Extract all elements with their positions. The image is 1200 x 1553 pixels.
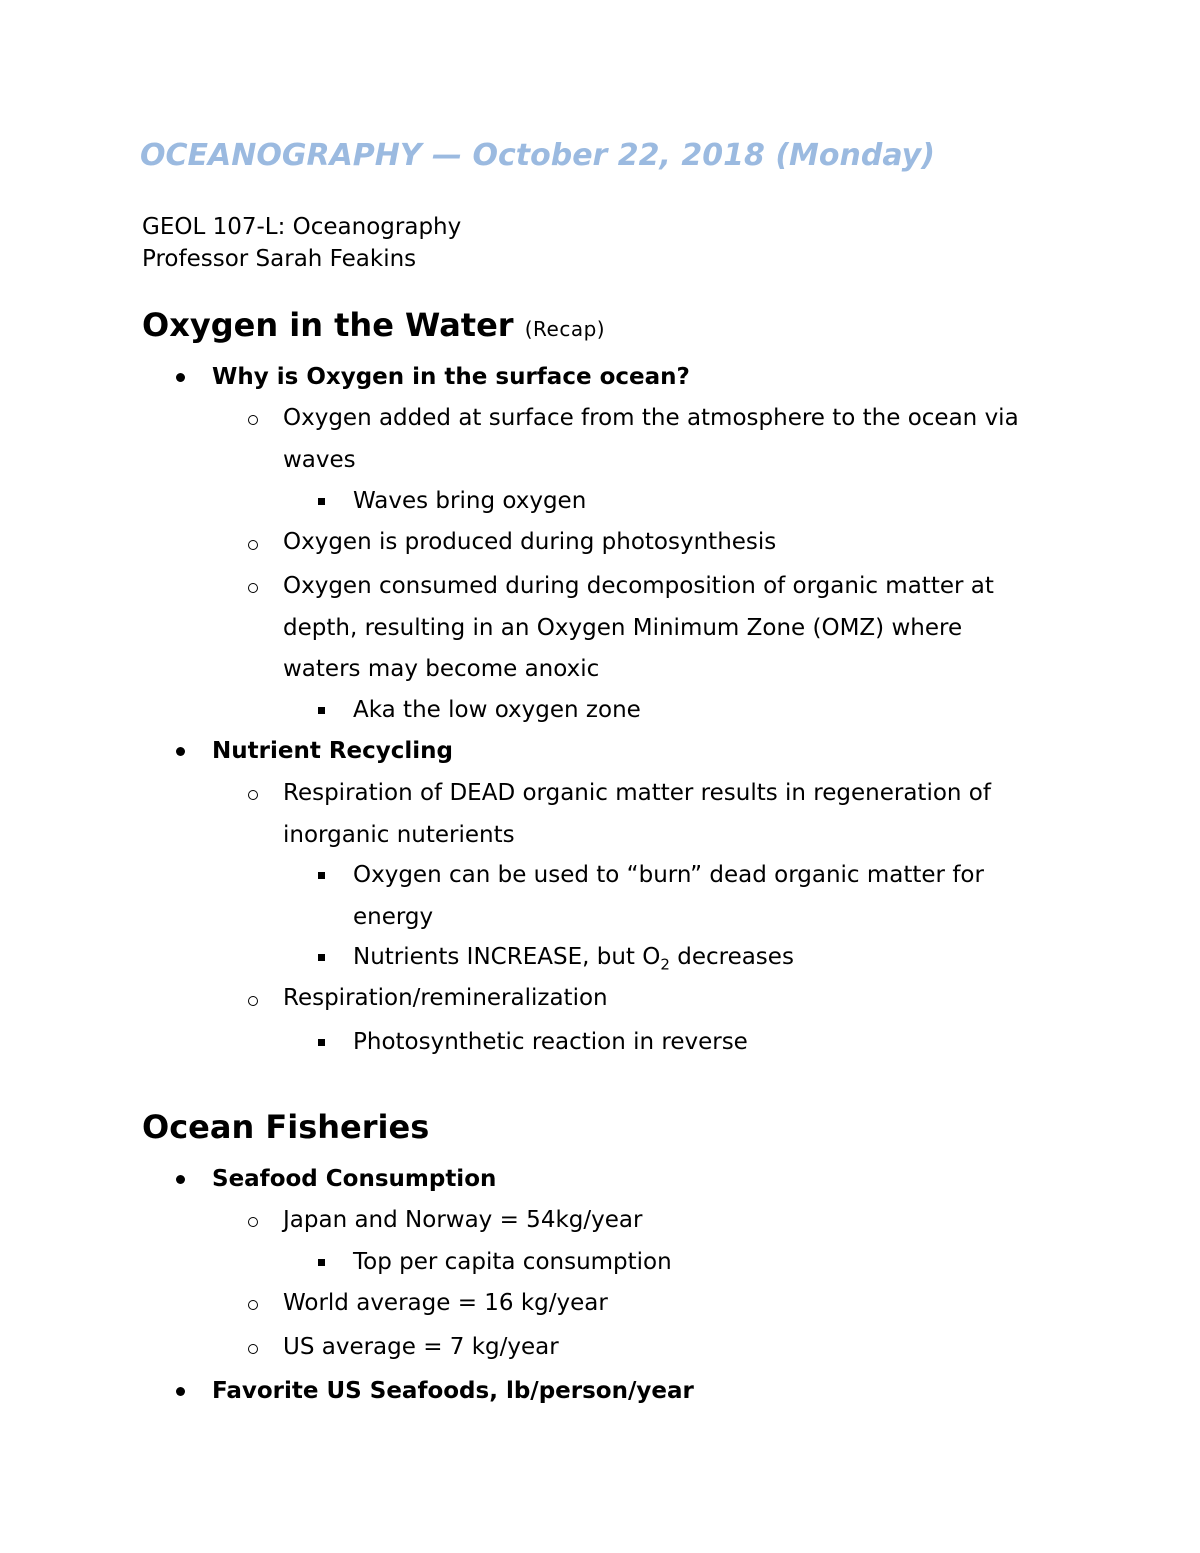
sub-bullet-item: World average = 16 kg/year: [283, 1290, 608, 1316]
sub-sub-bullet-item: Top per capita consumption: [353, 1249, 672, 1275]
page-title: OCEANOGRAPHY — October 22, 2018 (Monday): [140, 138, 935, 173]
disc-bullet-icon: [176, 1387, 185, 1396]
sub-sub-bullet-item: Photosynthetic reaction in reverse: [353, 1029, 748, 1055]
section-heading-fisheries: [142, 1108, 429, 1146]
square-bullet-icon: [318, 707, 325, 714]
course-name: GEOL 107-L: Oceanography: [142, 214, 462, 240]
bullet-item: Nutrient Recycling: [212, 738, 453, 764]
circle-bullet-icon: [248, 1217, 258, 1227]
circle-bullet-icon: [248, 1300, 258, 1310]
professor-name: Professor Sarah Feakins: [142, 246, 417, 272]
circle-bullet-icon: [248, 583, 258, 593]
sub-bullet-item-line: waters may become anoxic: [283, 656, 600, 682]
sub-bullet-item-line: Oxygen added at surface from the atmosphere to the ocean via: [283, 405, 1019, 431]
circle-bullet-icon: [248, 790, 258, 800]
sub-bullet-item-line: waves: [283, 447, 356, 473]
section-heading-text: Oxygen in the Water: [142, 306, 514, 344]
sub-bullet-item: Japan and Norway = 54kg/year: [283, 1207, 643, 1233]
sub-sub-bullet-item-line: energy: [353, 904, 434, 930]
circle-bullet-icon: [248, 540, 258, 550]
sub-bullet-item: US average = 7 kg/year: [283, 1334, 559, 1360]
bullet-item: Why is Oxygen in the surface ocean?: [212, 364, 690, 390]
disc-bullet-icon: [176, 1175, 185, 1184]
sub-sub-bullet-item: Waves bring oxygen: [353, 488, 587, 514]
section-heading-aside: (Recap): [524, 317, 606, 341]
sub-bullet-item-line: Oxygen consumed during decomposition of organic matter at: [283, 573, 994, 599]
section-heading-oxygen: [142, 306, 605, 344]
sub-bullet-item-line: depth, resulting in an Oxygen Minimum Zone (OMZ) where: [283, 615, 963, 641]
disc-bullet-icon: [176, 747, 185, 756]
sub-sub-bullet-item: [353, 936, 794, 978]
square-bullet-icon: [318, 498, 325, 505]
circle-bullet-icon: [248, 996, 258, 1006]
circle-bullet-icon: [248, 415, 258, 425]
circle-bullet-icon: [248, 1344, 258, 1354]
sub-sub-bullet-item: Aka the low oxygen zone: [353, 697, 641, 723]
sub-bullet-item: Oxygen is produced during photosynthesis: [283, 529, 777, 555]
square-bullet-icon: [318, 1259, 325, 1266]
square-bullet-icon: [318, 1039, 325, 1046]
square-bullet-icon: [318, 872, 325, 879]
sub-bullet-item: Respiration/remineralization: [283, 985, 608, 1011]
bullet-item: Seafood Consumption: [212, 1166, 497, 1192]
oxygen-subscript: 2: [660, 955, 670, 974]
bullet-item: Favorite US Seafoods, lb/person/year: [212, 1378, 694, 1404]
nutrients-text-tail: decreases: [669, 944, 794, 970]
sub-bullet-item-line: inorganic nuterients: [283, 822, 515, 848]
section-heading-text: Ocean Fisheries: [142, 1108, 430, 1146]
sub-bullet-item-line: Respiration of DEAD organic matter results in regeneration of: [283, 780, 991, 806]
square-bullet-icon: [318, 954, 325, 961]
sub-sub-bullet-item-line: Oxygen can be used to “burn” dead organic matter for: [353, 862, 984, 888]
disc-bullet-icon: [176, 373, 185, 382]
nutrients-text: Nutrients INCREASE, but O: [353, 944, 661, 970]
